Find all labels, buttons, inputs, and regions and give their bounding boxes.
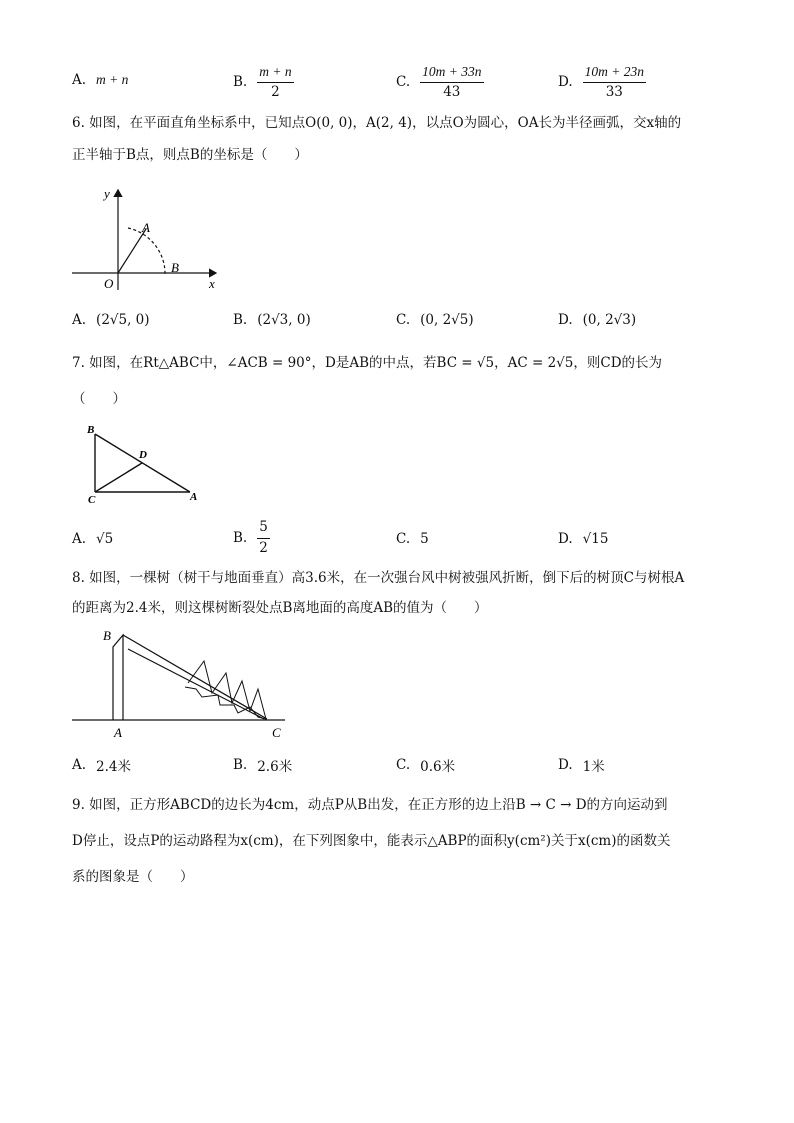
label-b: B bbox=[87, 424, 95, 436]
label-a: A bbox=[190, 491, 198, 503]
fraction-numerator: 5 bbox=[257, 520, 270, 539]
option-label: C. bbox=[396, 74, 411, 91]
q6-option-c bbox=[396, 312, 474, 328]
label-o: O bbox=[104, 276, 114, 291]
option-text: √5 bbox=[96, 531, 114, 547]
q8-option-a bbox=[72, 755, 131, 775]
label-b: B bbox=[171, 260, 179, 275]
fraction-numerator: 10m + 33n bbox=[420, 64, 483, 83]
q5-option-d bbox=[558, 64, 646, 100]
label-c: C bbox=[272, 725, 281, 740]
option-text: 0.6米 bbox=[420, 759, 456, 775]
fraction-denominator: 2 bbox=[259, 539, 268, 556]
q6-stem bbox=[72, 115, 722, 163]
tree-branches bbox=[185, 661, 266, 719]
q7-figure bbox=[82, 420, 207, 510]
q7-line-2: （ ） bbox=[72, 391, 126, 407]
option-text: (2√5, 0) bbox=[96, 312, 150, 328]
q7-line-1: 7. 如图，在Rt△ABC中，∠ACB = 90°，D是AB的中点，若BC = √5，AC = 2√5，则CD的长为 bbox=[72, 355, 663, 371]
tree-trunk bbox=[113, 635, 123, 720]
q6-line-2: 正半轴于B点，则点B的坐标是（ ） bbox=[72, 147, 308, 163]
option-label: D. bbox=[558, 531, 573, 547]
option-label: C. bbox=[396, 757, 411, 773]
label-y: y bbox=[104, 186, 110, 201]
q7-option-b bbox=[233, 520, 270, 556]
option-text: (2√3, 0) bbox=[257, 312, 311, 328]
option-text: (0, 2√5) bbox=[420, 312, 474, 328]
q5-option-b bbox=[233, 64, 294, 100]
option-label: D. bbox=[558, 312, 573, 328]
q6-option-d bbox=[558, 312, 636, 328]
q9-line-1: 9. 如图，正方形ABCD的边长为4cm，动点P从B出发，在正方形的边上沿B → C → D的方向运动到 bbox=[72, 797, 668, 813]
q8-figure bbox=[70, 625, 290, 743]
q6-line-1: 6. 如图，在平面直角坐标系中，已知点O(0, 0)，A(2, 4)，以点O为圆心，OA长为半径画弧，交x轴的 bbox=[72, 115, 682, 131]
fraction bbox=[583, 64, 646, 100]
option-text: 2.6米 bbox=[257, 759, 293, 775]
fraction bbox=[420, 64, 483, 100]
q8-line-2: 的距离为2.4米，则这棵树断裂处点B离地面的高度AB的值为（ ） bbox=[72, 600, 488, 616]
option-label: A. bbox=[72, 531, 87, 547]
q5-option-c bbox=[396, 64, 484, 100]
option-label: C. bbox=[396, 531, 411, 547]
option-label: B. bbox=[233, 757, 248, 773]
fallen-trunk-bottom bbox=[128, 649, 264, 719]
option-label: D. bbox=[558, 74, 573, 91]
option-label: A. bbox=[72, 757, 87, 773]
option-label: B. bbox=[233, 74, 248, 91]
fraction bbox=[257, 520, 270, 556]
q8-option-b bbox=[233, 755, 292, 775]
label-b: B bbox=[103, 628, 111, 643]
option-text: (0, 2√3) bbox=[582, 312, 637, 328]
option-text: 5 bbox=[420, 531, 429, 547]
fraction-denominator: 33 bbox=[605, 83, 623, 100]
label-a: A bbox=[142, 220, 150, 235]
option-label: C. bbox=[396, 312, 411, 328]
label-d: D bbox=[139, 449, 147, 461]
option-text: 2.4米 bbox=[96, 759, 132, 775]
fraction bbox=[257, 64, 293, 100]
fraction-denominator: 2 bbox=[271, 83, 280, 100]
q8-stem bbox=[72, 570, 722, 616]
arc bbox=[128, 228, 165, 276]
option-label: B. bbox=[233, 312, 248, 328]
q9-line-2: D停止，设点P的运动路程为x(cm)，在下列图象中，能表示△ABP的面积y(cm²)关于x(cm)的函数关 bbox=[72, 833, 671, 849]
fraction-numerator: 10m + 23n bbox=[583, 64, 646, 83]
q8-line-1: 8. 如图，一棵树（树干与地面垂直）高3.6米，在一次强台风中树被强风折断，倒下后的树顶C与树根A bbox=[72, 570, 685, 586]
segment-oa bbox=[118, 229, 146, 273]
q8-option-d bbox=[558, 755, 605, 775]
q7-option-d bbox=[558, 531, 608, 547]
q6-option-b bbox=[233, 312, 311, 328]
option-label: B. bbox=[233, 530, 248, 547]
option-label: A. bbox=[72, 72, 87, 88]
q8-option-c bbox=[396, 755, 455, 775]
q9-line-3: 系的图象是（ ） bbox=[72, 869, 194, 885]
q6-figure bbox=[68, 180, 228, 295]
option-label: D. bbox=[558, 757, 573, 773]
fraction-numerator: m + n bbox=[257, 64, 293, 83]
q7-stem bbox=[72, 355, 722, 407]
label-c: C bbox=[88, 494, 96, 506]
fraction-denominator: 43 bbox=[443, 83, 461, 100]
q9-stem bbox=[72, 797, 722, 885]
label-a: A bbox=[114, 725, 122, 740]
option-label: A. bbox=[72, 312, 87, 328]
option-expr: m + n bbox=[96, 72, 129, 87]
segment-cd bbox=[95, 463, 142, 492]
fallen-trunk-top bbox=[123, 635, 267, 719]
option-text: √15 bbox=[582, 531, 609, 547]
q7-option-a bbox=[72, 531, 113, 547]
option-text: 1米 bbox=[582, 759, 605, 775]
q5-option-a bbox=[72, 72, 128, 88]
label-x: x bbox=[209, 276, 215, 291]
q6-option-a bbox=[72, 312, 150, 328]
q7-option-c bbox=[396, 531, 429, 547]
